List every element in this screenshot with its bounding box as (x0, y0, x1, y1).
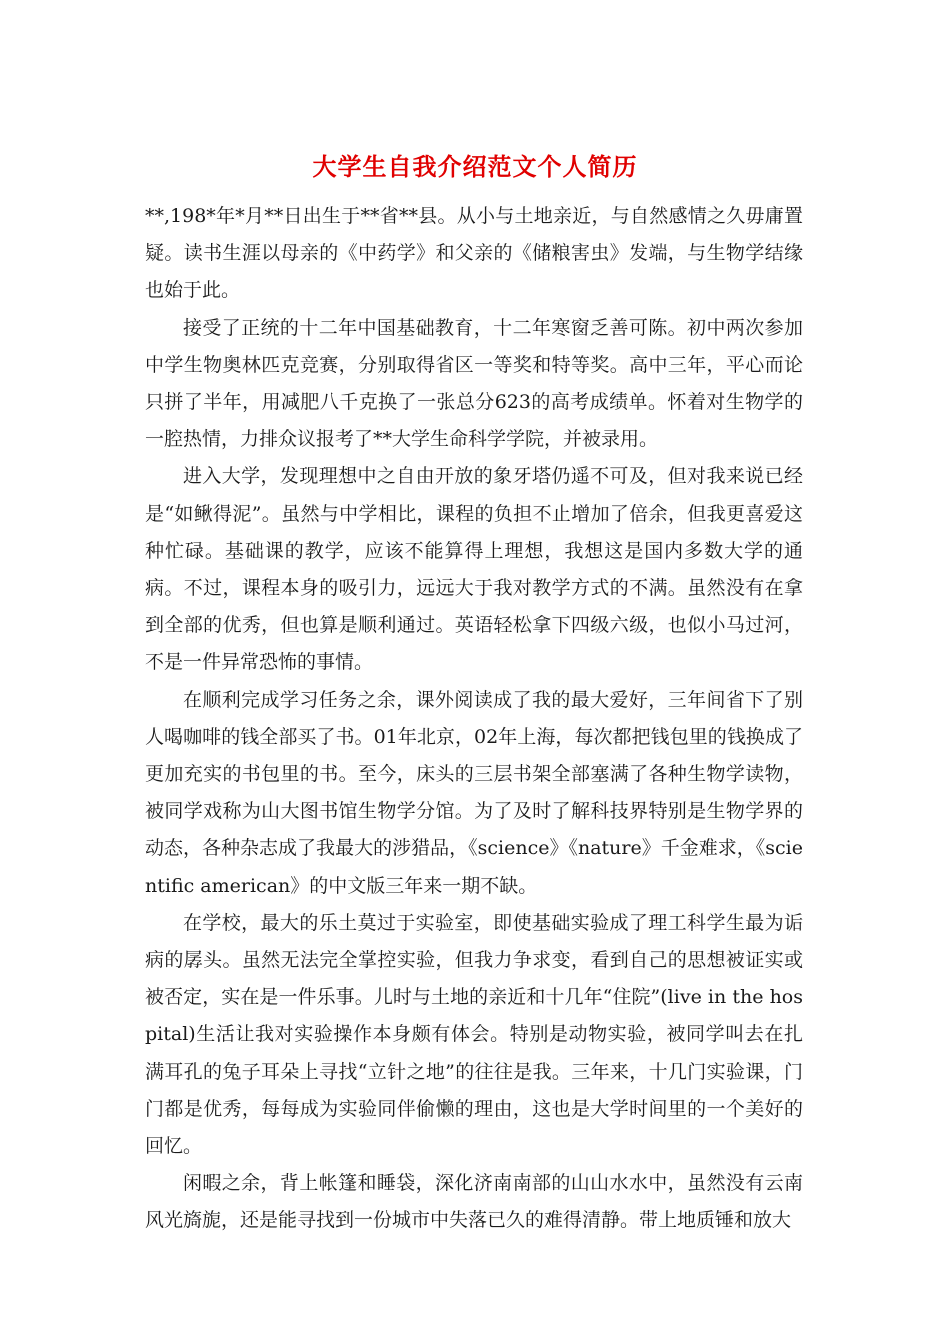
document-title: 大学生自我介绍范文个人简历 (312, 152, 638, 181)
paragraph-reading: 在顺利完成学习任务之余，课外阅读成了我的最大爱好，三年间省下了别人喝咖啡的钱全部买了书。01年北京，02年上海，每次都把钱包里的钱换成了更加充实的书包里的书。至今，床头的三层书架全部塞满了各种生物学读物，被同学戏称为山大图书馆生物学分馆。为了及时了解科技界特别是生物学界的动态，各种杂志成了我最大的涉猎品，《science》《nature》千金难求，《scientific american》的中文版三年来一期不缺。 (145, 688, 803, 897)
paragraph-birth: **,198*年*月**日出生于**省**县。从小与土地亲近，与自然感情之久毋庸置疑。读书生涯以母亲的《中药学》和父亲的《储粮害虫》发端，与生物学结缘也始于此。 (145, 205, 803, 302)
document-body (145, 198, 803, 1240)
paragraph-leisure: 闲暇之余，背上帐篷和睡袋，深化济南南部的山山水水中，虽然没有云南风光旖旎，还是能寻找到一份城市中失落已久的难得清静。带上地质锤和放大 (145, 1172, 803, 1232)
paragraph-university: 进入大学，发现理想中之自由开放的象牙塔仍遥不可及，但对我来说已经是“如鳅得泥”。虽然与中学相比，课程的负担不止增加了倍余，但我更喜爱这种忙碌。基础课的教学，应该不能算得上理想，我想这是国内多数大学的通病。不过，课程本身的吸引力，远远大于我对教学方式的不满。虽然没有在拿到全部的优秀，但也算是顺利通过。英语轻松拿下四级六级，也似小马过河，不是一件异常恐怖的事情。 (145, 465, 803, 674)
paragraph-education: 接受了正统的十二年中国基础教育，十二年寒窗乏善可陈。初中两次参加中学生物奥林匹克竞赛，分别取得省区一等奖和特等奖。高中三年，平心而论只拼了半年，用减肥八千克换了一张总分623的高考成绩单。怀着对生物学的一腔热情，力排众议报考了**大学生命科学学院，并被录用。 (145, 316, 803, 451)
paragraph-laboratory: 在学校，最大的乐土莫过于实验室，即使基础实验成了理工科学生最为诟病的孱头。虽然无法完全掌控实验，但我力争求变，看到自己的思想被证实或被否定，实在是一件乐事。儿时与土地的亲近和十几年“住院”(live in the hospital)生活让我对实验操作本身颇有体会。特别是动物实验，被同学叫去在扎满耳孔的兔子耳朵上寻找“立针之地”的往往是我。三年来，十几门实验课，门门都是优秀，每每成为实验同伴偷懒的理由，这也是大学时间里的一个美好的回忆。 (145, 911, 803, 1158)
